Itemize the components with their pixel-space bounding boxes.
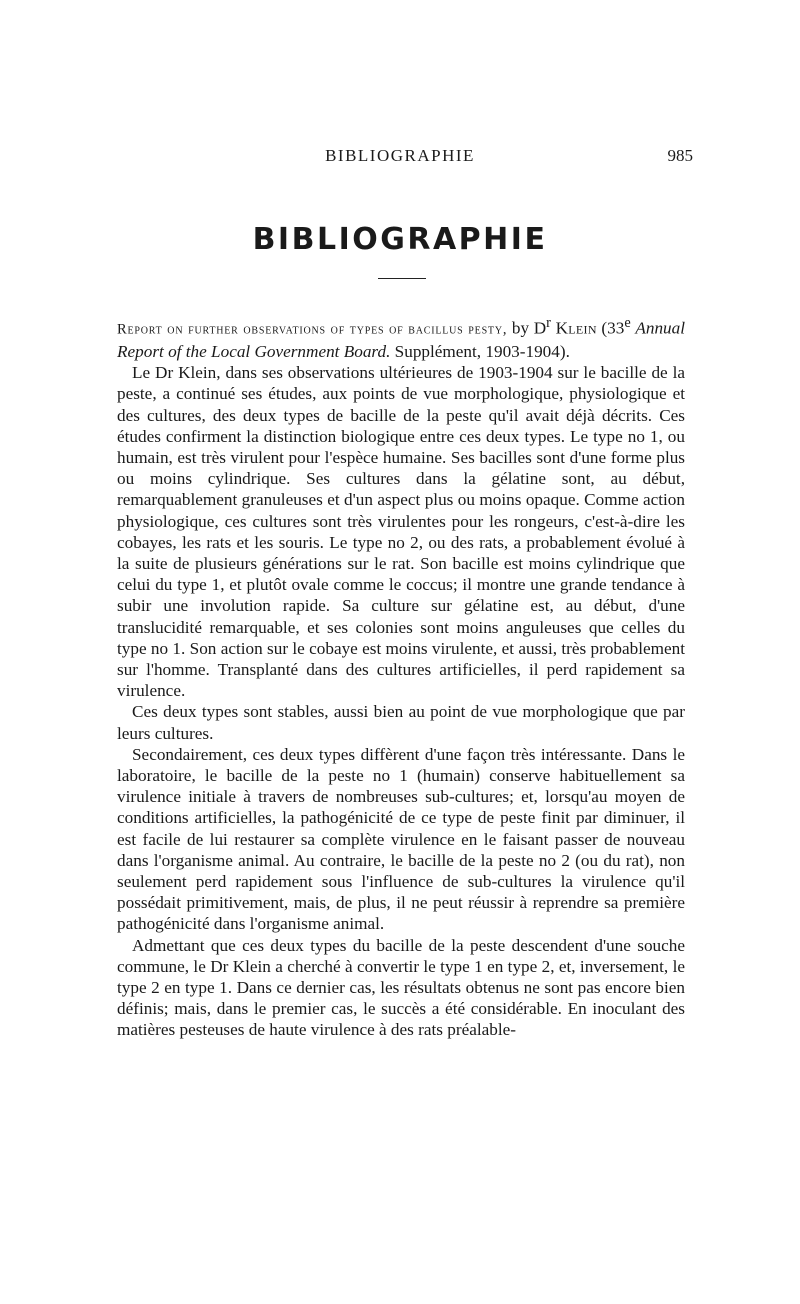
- page-number: 985: [667, 146, 693, 165]
- reference-by: by D: [507, 318, 547, 338]
- running-head: [0, 146, 800, 170]
- running-head-title: BIBLIOGRAPHIE: [325, 146, 475, 165]
- title-divider: [378, 278, 426, 279]
- paragraph-3: Secondairement, ces deux types diffèrent d'une façon très intéressante. Dans le laboratoire, le bacille de la peste no 1 (humain) conserve habituellement sa virulence initiale à travers de nombreuses sub-cultures; et, lorsqu'au moyen de conditions artificielles, la pathogénicité de ce type de peste finit par diminuer, il est facile de lui restaurer sa complète virulence en le faisant passer de nouveau dans l'organisme animal. Au contraire, le bacille de la peste no 2 (ou du rat), non seulement perd rapidement sous l'influence de sub-cultures la virulence qu'il possédait primitivement, mais, de plus, il ne peut réussir à reprendre sa première pathogénicité dans l'organisme animal.: [117, 744, 685, 934]
- article-body: [117, 313, 685, 1041]
- reference-journal: Annual Report of the Local Government Board.: [117, 318, 686, 361]
- paragraph-1: Le Dr Klein, dans ses observations ultérieures de 1903-1904 sur le bacille de la peste, a continué ses études, aux points de vue morphologique, physiologique et des cultures, des deux types de bacille de la peste qu'il avait déjà décrits. Ces études confirment la distinction biologique entre ces deux types. Le type no 1, ou humain, est très virulent pour l'espèce humaine. Ses bacilles sont d'une forme plus ou moins cylindrique. Ses cultures dans la gélatine sont, au début, remarquablement granuleuses et d'un aspect plus ou moins opaque. Comme action physiologique, ces cultures sont très virulentes pour les rongeurs, c'est-à-dire les cobayes, les rats et les souris. Le type no 2, ou des rats, a probablement évolué à la suite de plusieurs générations sur le rat. Son bacille est moins cylindrique que celui du type 1, et plutôt ovale comme le coccus; il montre une grande tendance à subir une involution rapide. Sa culture sur gélatine est, au début, d'une translucidité remarquable, et ses colonies sont moins anguleuses que celles du type no 1. Son action sur le cobaye est moins virulente, et aussi, très probablement sur l'homme. Transplanté dans des cultures artificielles, il perd rapidement sa virulence.: [117, 363, 685, 701]
- page-title: BIBLIOGRAPHIE: [252, 222, 548, 257]
- reference-source-open: (33: [596, 318, 625, 338]
- reference-entry: [117, 313, 685, 362]
- reference-source-sup: e: [624, 315, 631, 331]
- reference-author: Klein: [555, 318, 597, 338]
- reference-title: Report on further observations of types of bacillus pesty,: [117, 321, 508, 338]
- paragraph-2: Ces deux types sont stables, aussi bien au point de vue morphologique que par leurs cultures.: [117, 702, 685, 743]
- paragraph-4: Admettant que ces deux types du bacille de la peste descendent d'une souche commune, le Dr Klein a cherché à convertir le type 1 en type 2, et, inversement, le type 2 en type 1. Dans ce dernier cas, les résultats obtenus ne sont pas encore bien définis; mais, dans le premier cas, le succès a été considérable. En inoculant des matières pesteuses de haute virulence à des rats préalable-: [117, 935, 685, 1040]
- reference-by-sup: r: [546, 315, 551, 331]
- reference-supplement: Supplément, 1903-1904).: [390, 341, 570, 361]
